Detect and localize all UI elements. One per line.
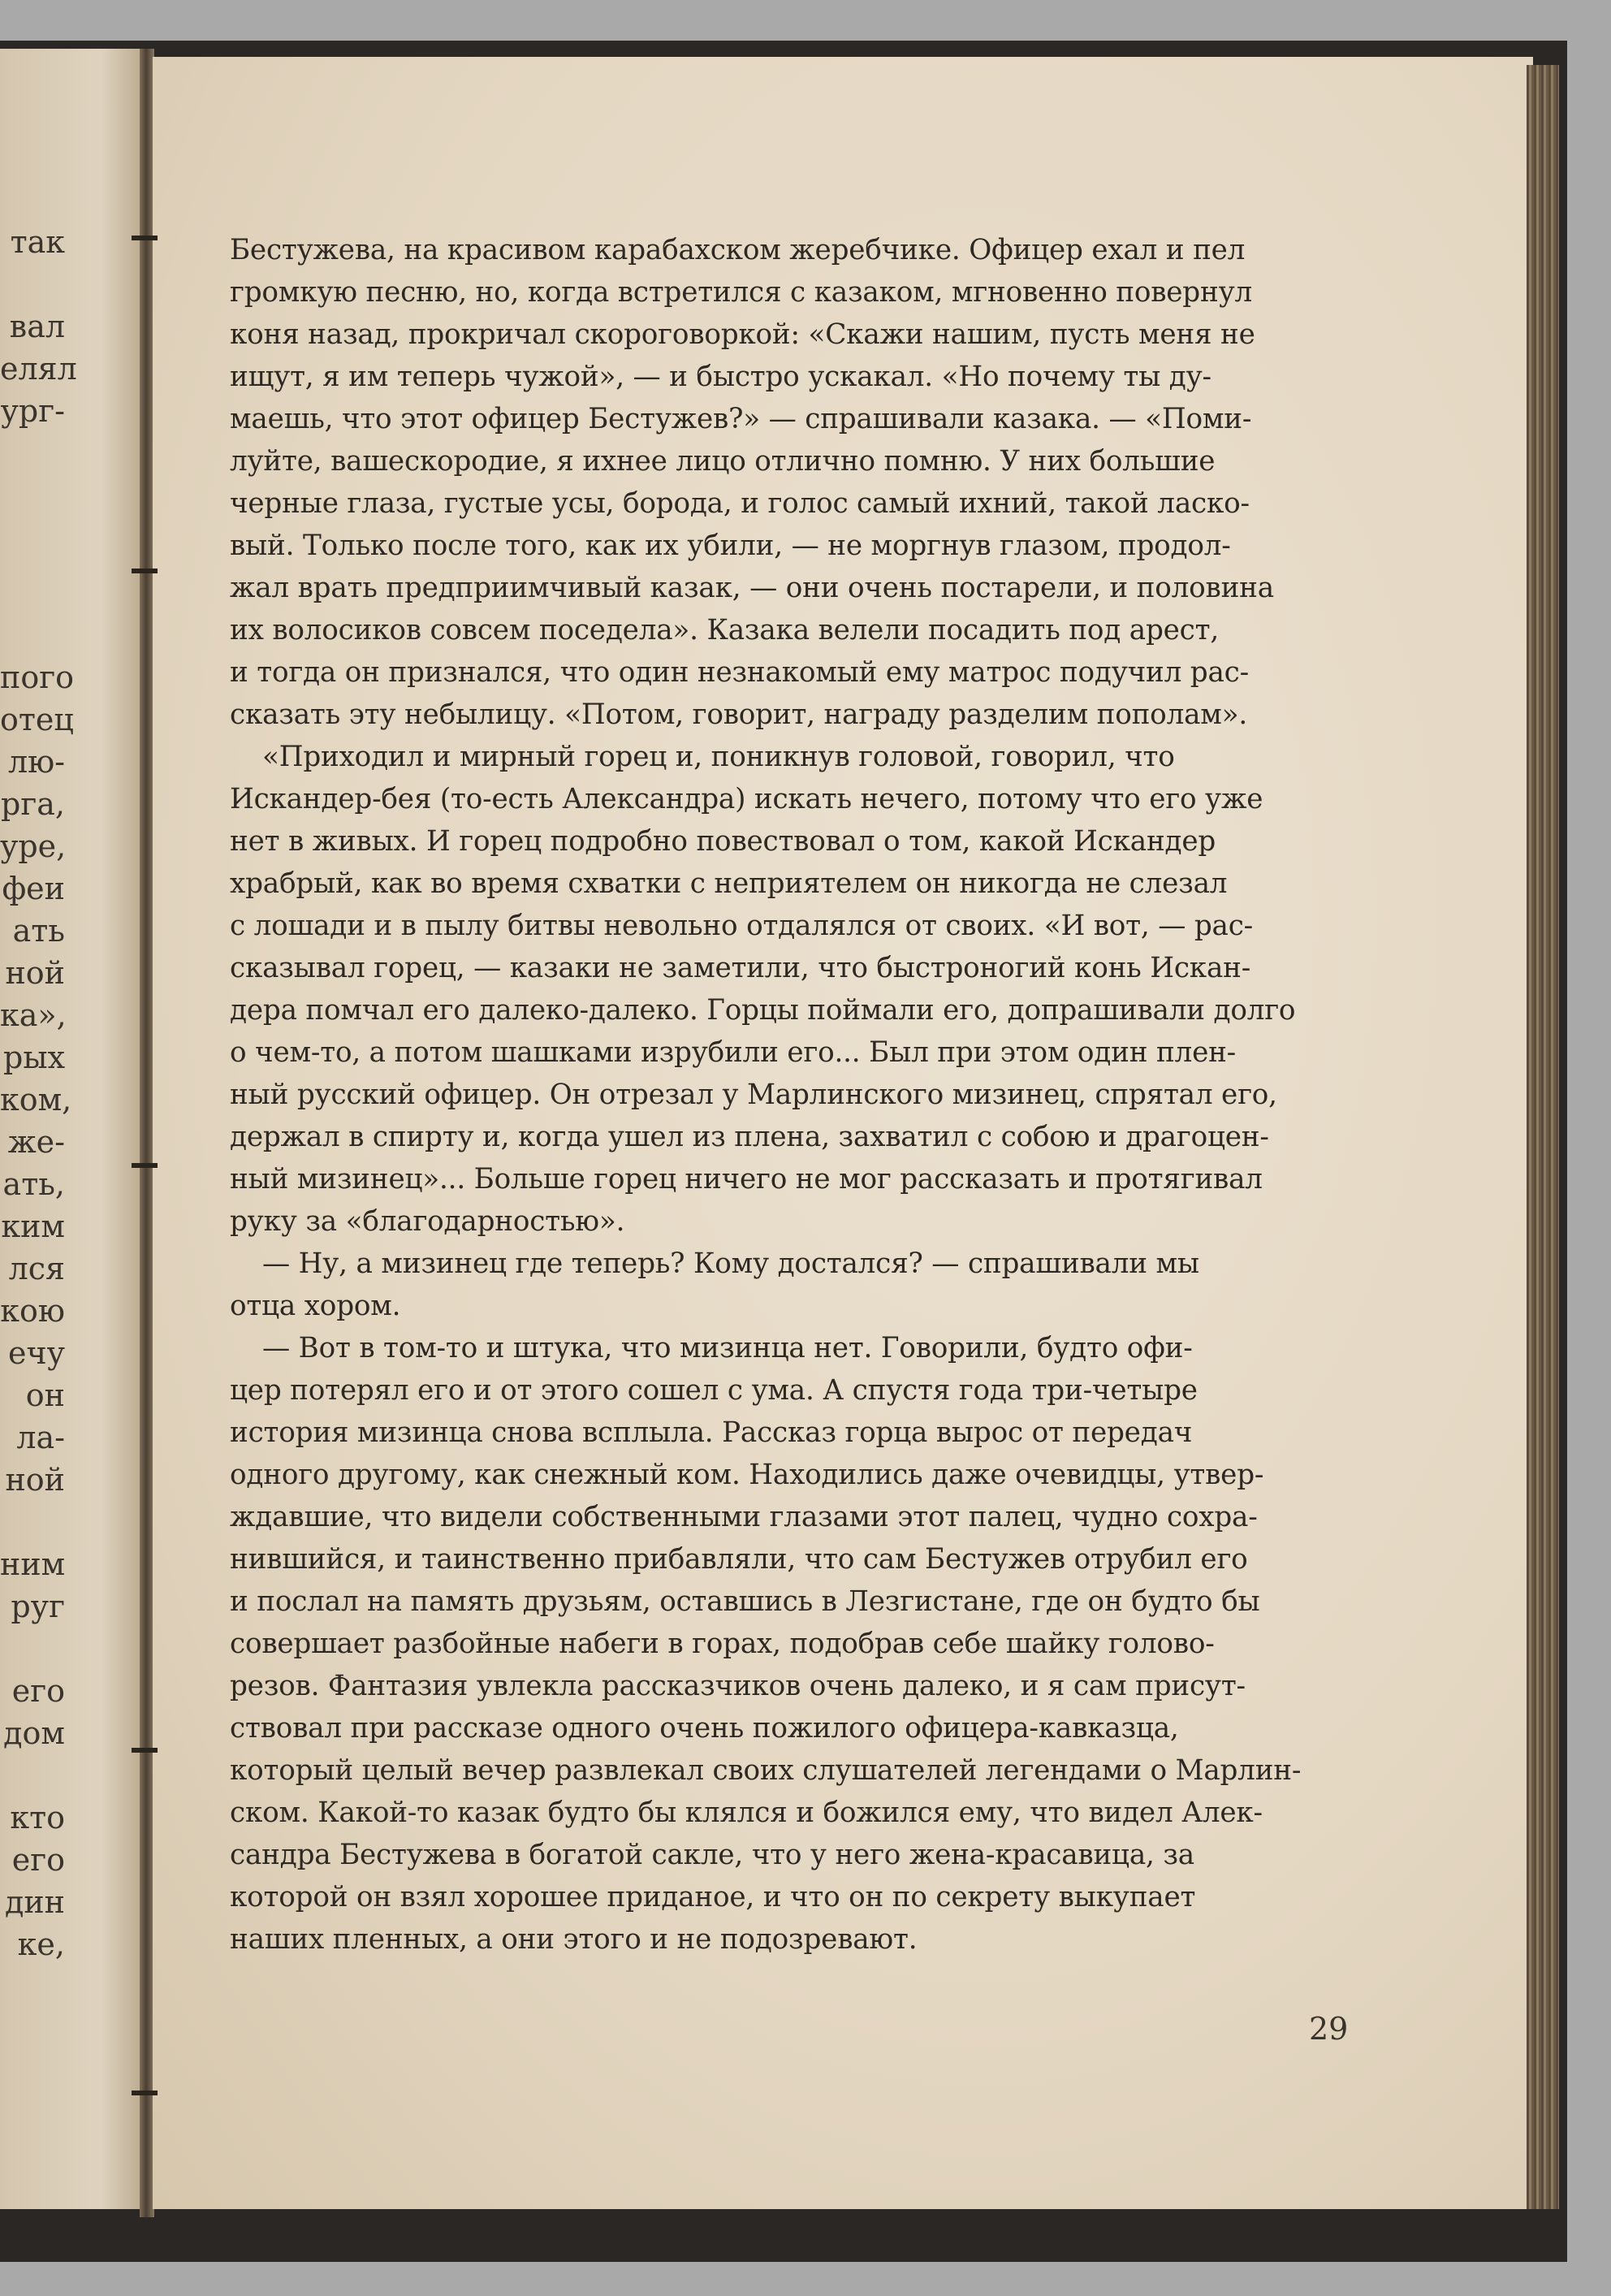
text-line: ный мизинец»... Больше горец ничего не мог рассказать и протягивал [230,1163,1263,1196]
text-line: одного другому, как снежный ком. Находились даже очевидцы, утвер- [230,1459,1264,1491]
binding-stitch [132,1163,158,1168]
text-line: держал в спирту и, когда ушел из плена, захватил с собою и драгоцен- [230,1121,1269,1153]
text-line: который целый вечер развлекал своих слушателей легендами о Марлин- [230,1754,1302,1787]
left-page-fragment: ка», [0,997,67,1033]
left-page-fragment: феи [2,871,65,906]
text-line: наших пленных, а они этого и не подозревают. [230,1923,918,1956]
text-line: руку за «благодарностью». [230,1205,625,1238]
left-page-fragment: он [25,1377,65,1413]
text-line: сандра Бестужева в богатой сакле, что у него жена-красавица, за [230,1839,1194,1871]
body-text [230,229,1399,1961]
left-page-fragment: кою [0,1293,65,1329]
left-page-fragment: отец [0,702,74,737]
left-page-fragment: рых [3,1040,65,1075]
text-line: история мизинца снова всплыла. Рассказ горца вырос от передач [230,1416,1193,1449]
left-page-fragment: ним [0,1546,66,1582]
text-line: ищут, я им теперь чужой», — и быстро ускакал. «Но почему ты ду- [230,361,1211,393]
text-line: коня назад, прокричал скороговоркой: «Скажи нашим, пусть меня не [230,318,1255,351]
left-page-fragment: руг [11,1589,65,1624]
left-page-fragment: ечу [8,1335,65,1371]
text-line: маешь, что этот офицер Бестужев?» — спрашивали казака. — «Поми- [230,403,1252,435]
page-edges [1527,65,1559,2209]
text-line: сказывал горец, — казаки не заметили, что быстроногий конь Искан- [230,952,1251,984]
text-line: ствовал при рассказе одного очень пожилого офицера-кавказца, [230,1712,1179,1745]
text-line: громкую песню, но, когда встретился с казаком, мгновенно повернул [230,276,1253,309]
left-page-fragment: ной [5,1462,65,1498]
text-line: черные глаза, густые усы, борода, и голос самый ихний, такой ласко- [230,487,1250,520]
text-line: ждавшие, что видели собственными глазами этот палец, чудно сохра- [230,1501,1258,1533]
text-line: ный русский офицер. Он отрезал у Марлинского мизинец, спрятал его, [230,1079,1277,1111]
left-page-fragment: ург- [0,393,65,429]
text-line: отца хором. [230,1290,401,1322]
text-line: дера помчал его далеко-далеко. Горцы поймали его, допрашивали долго [230,994,1296,1027]
text-line: нет в живых. И горец подробно повествовал о том, какой Искандер [230,825,1216,858]
text-line: резов. Фантазия увлекла рассказчиков очень далеко, и я сам присут- [230,1670,1246,1702]
text-line: «Приходил и мирный горец и, поникнув головой, говорил, что [262,741,1175,773]
text-line: которой он взял хорошее приданое, и что он по секрету выкупает [230,1881,1196,1913]
left-page-fragment: ать, [2,1166,65,1202]
text-line: — Вот в том-то и штука, что мизинца нет. Говорили, будто офи- [262,1332,1193,1364]
left-page-fragment: дин [4,1884,65,1920]
text-line: — Ну, а мизинец где теперь? Кому достался? — спрашивали мы [262,1247,1199,1280]
left-page-fragment: уре, [0,828,67,864]
text-line: и послал на память друзьям, оставшись в Лезгистане, где он будто бы [230,1585,1260,1618]
text-line: жал врать предприимчивый казак, — они очень постарели, и половина [230,572,1274,604]
binding-stitch [132,236,158,240]
left-page-fragment: ла- [16,1420,65,1455]
left-page-fragment: пого [0,659,74,695]
left-page-fragment: рга, [1,786,65,822]
text-line: вый. Только после того, как их убили, — не моргнув глазом, продол- [230,530,1231,562]
text-line: совершает разбойные набеги в горах, подобрав себе шайку голово- [230,1628,1215,1660]
page-number: 29 [1309,2011,1349,2047]
text-line: сказать эту небылицу. «Потом, говорит, награду разделим пополам». [230,698,1248,731]
left-page-fragment: ке, [17,1926,65,1962]
text-line: нившийся, и таинственно прибавляли, что сам Бестужев отрубил его [230,1543,1248,1576]
left-page-fragment: его [11,1673,65,1709]
binding-stitch [132,569,158,573]
left-page-fragment: лся [8,1251,65,1286]
text-line: Искандер-бея (то-есть Александра) искать нечего, потому что его уже [230,783,1263,815]
text-line: Бестужева, на красивом карабахском жеребчике. Офицер ехал и пел [230,234,1246,266]
binding-stitch [132,1748,158,1753]
binding-stitch [132,2091,158,2095]
text-line: ском. Какой-то казак будто бы клялся и божился ему, что видел Алек- [230,1797,1263,1829]
left-page-fragment: ной [5,955,65,991]
text-line: луйте, вашескородие, я ихнее лицо отлично помню. У них большие [230,445,1216,478]
left-page-fragment: его [11,1842,65,1878]
text-line: храбрый, как во время схватки с неприятелем он никогда не слезал [230,867,1228,900]
left-page-fragment: вал [9,309,65,344]
left-page-fragment: дом [3,1715,65,1751]
text-line: и тогда он признался, что один незнакомый ему матрос подучил рас- [230,656,1249,689]
left-page-fragment: елял [0,351,77,387]
text-line: их волосиков совсем поседела». Казака велели посадить под арест, [230,614,1219,646]
text-line: с лошади и в пылу битвы невольно отдалялся от своих. «И вот, — рас- [230,910,1254,942]
left-page-fragment: лю- [7,744,65,780]
left-page-fragment: ать [12,913,65,949]
left-page-fragment: ким [1,1209,65,1244]
left-page-fragment: так [10,224,65,260]
text-line: цер потерял его и от этого сошел с ума. А спустя года три-четыре [230,1374,1198,1407]
left-page-fragment: же- [7,1124,65,1160]
text-line: о чем-то, а потом шашками изрубили его... Был при этом один плен- [230,1036,1237,1069]
left-page-fragment: ком, [0,1082,72,1118]
left-page-fragment: кто [10,1800,65,1836]
